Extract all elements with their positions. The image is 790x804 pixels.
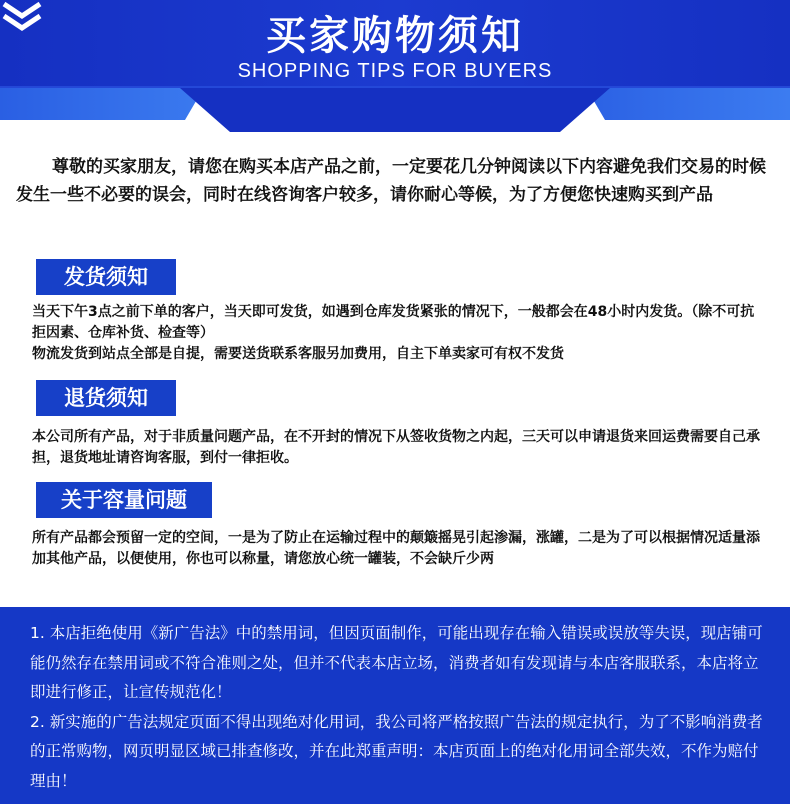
section-paragraph: 物流发货到站点全部是自提，需要送货联系客服另加费用，自主下单卖家可有权不发货 bbox=[32, 346, 564, 362]
intro-paragraph: 尊敬的买家朋友，请您在购买本店产品之前，一定要花几分钟阅读以下内容避免我们交易的时候发生一些不必要的误会，同时在线咨询客户较多，请你耐心等候，为了方便您快速购买到产品 bbox=[16, 157, 766, 205]
section-label-capacity: 关于容量问题 bbox=[36, 482, 212, 518]
legal-notice-panel bbox=[0, 607, 790, 804]
page-title: 买家购物须知 bbox=[266, 13, 524, 59]
page-subtitle: SHOPPING TIPS FOR BUYERS bbox=[237, 60, 553, 82]
section-body-shipping bbox=[32, 302, 762, 365]
section-body-returns bbox=[32, 427, 762, 469]
section-label-shipping: 发货须知 bbox=[36, 259, 176, 295]
notice-item-2: 2. 新实施的广告法规定页面不得出现绝对化用词，我公司将严格按照广告法的规定执行，为了不影响消费者的正常购物，网页明显区域已排查修改，并在此郑重声明：本店页面上的绝对化用词全部失效，不作为赔付理由！ bbox=[30, 712, 763, 790]
section-paragraph: 本公司所有产品，对于非质量问题产品，在不开封的情况下从签收货物之内起，三天可以申请退货来回运费需要自己承担，退货地址请咨询客服，到付一律拒收。 bbox=[32, 429, 760, 466]
double-chevron-down-icon bbox=[0, 0, 44, 34]
section-paragraph: 所有产品都会预留一定的空间，一是为了防止在运输过程中的颠簸摇晃引起渗漏，涨罐，二是为了可以根据情况适量添加其他产品，以便使用，你也可以称量，请您放心统一罐装，不会缺斤少两 bbox=[32, 530, 760, 567]
section-label-returns: 退货须知 bbox=[36, 380, 176, 416]
section-body-capacity bbox=[32, 528, 762, 570]
notice-item-1: 1. 本店拒绝使用《新广告法》中的禁用词，但因页面制作，可能出现存在输入错误或误放等失误，现店铺可能仍然存在禁用词或不符合准则之处，但并不代表本店立场，消费者如有发现请与本店客服联系，本店将立即进行修正，让宣传规范化！ bbox=[30, 624, 763, 701]
section-paragraph: 当天下午3点之前下单的客户，当天即可发货，如遇到仓库发货紧张的情况下，一般都会在48小时内发货。（除不可抗拒因素、仓库补货、检查等） bbox=[32, 304, 755, 341]
header-banner bbox=[0, 0, 790, 140]
